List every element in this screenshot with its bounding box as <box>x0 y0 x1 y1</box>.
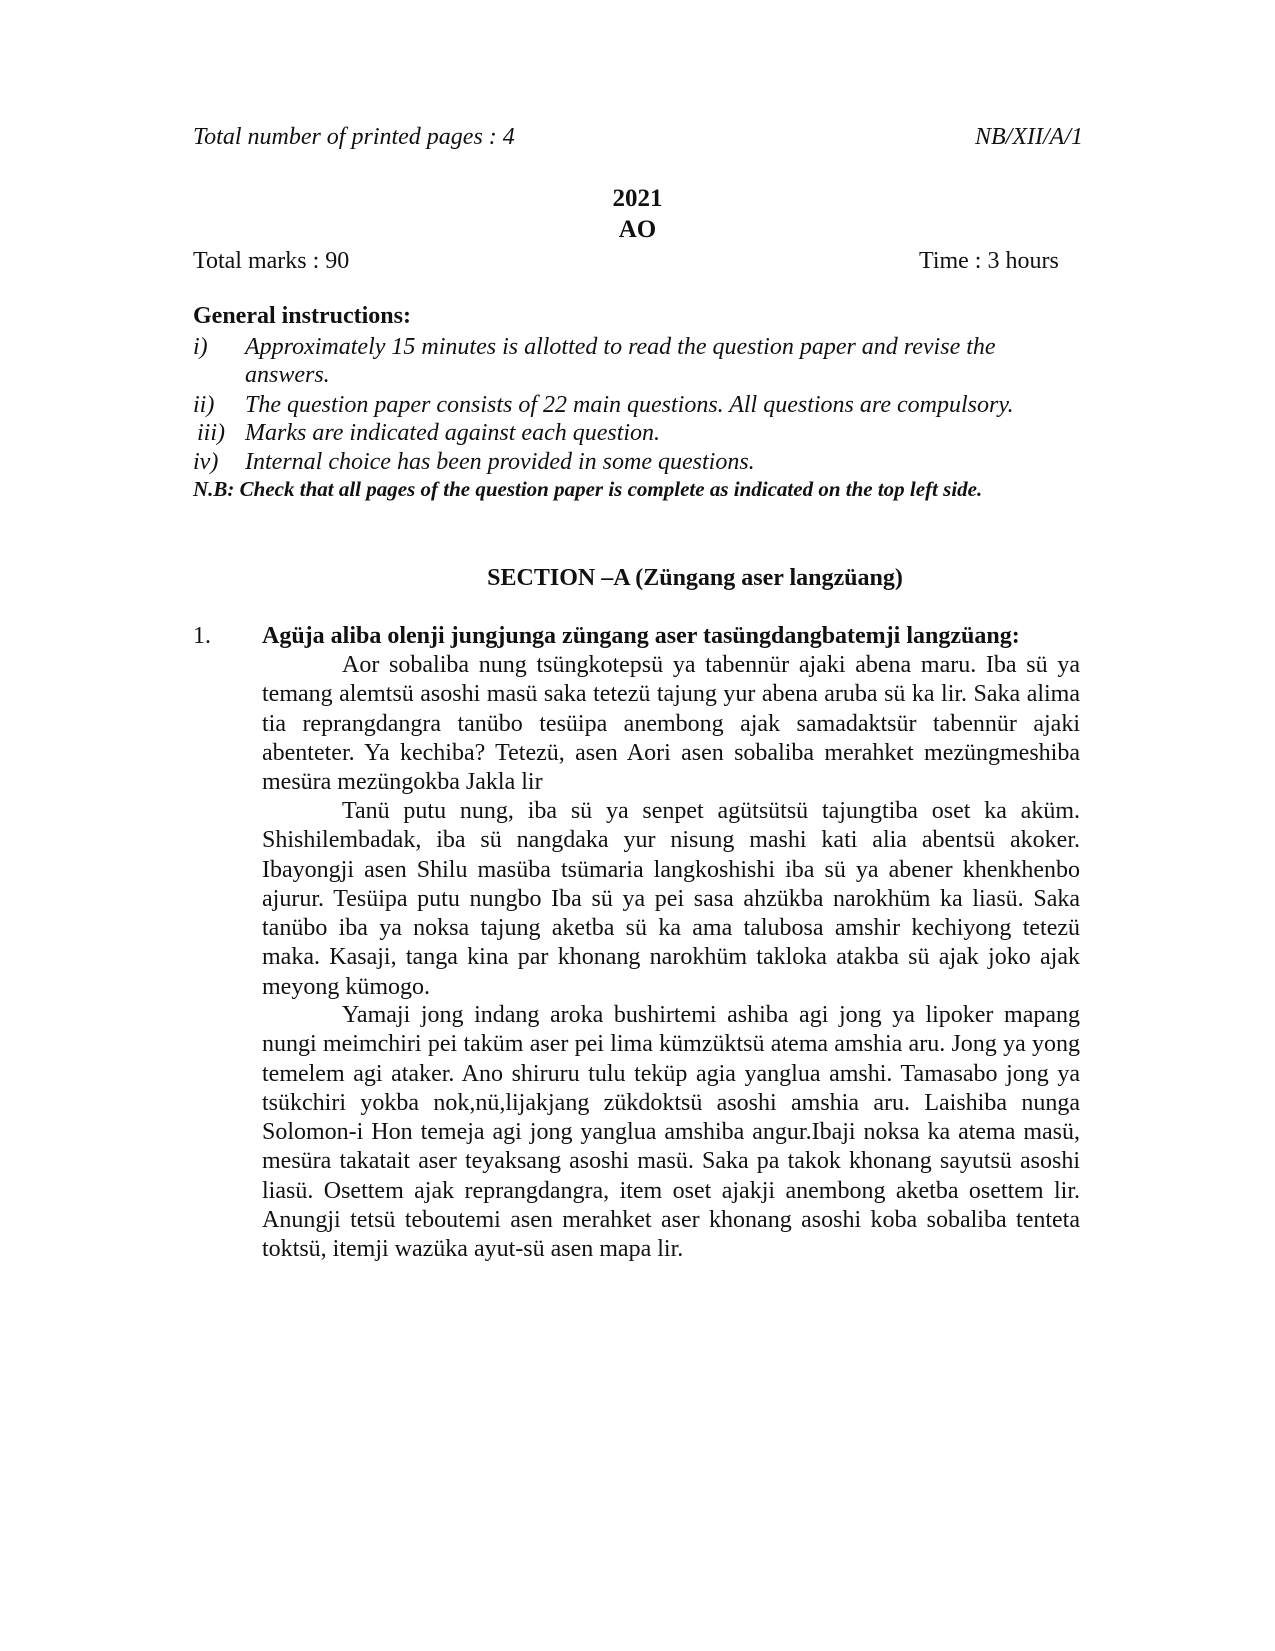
passage-paragraph: Aor sobaliba nung tsüngkotepsü ya tabennür ajaki abena maru. Iba sü ya temang alemtsü asoshi masü saka tetezü tajung yur abena aruba sü ka lir. Saka alima tia reprangdangra tanübo tesüipa anembong ajak samadaktsür tabennür ajaki abenteter. Ya kechiba? Tetezü, asen Aori asen sobaliba merahket mezüngmeshiba mesüra mezüngokba Jakla lir <box>262 652 1080 796</box>
question-heading: Agüja aliba olenji jungjunga züngang aser tasüngdangbatemji langzüang: <box>262 623 1020 649</box>
exam-subject: AO <box>618 216 657 243</box>
total-marks: Total marks : 90 <box>193 248 350 274</box>
instruction-text: Approximately 15 minutes is allotted to read the question paper and revise the answers. <box>245 334 996 388</box>
instruction-number: ii) <box>193 392 215 418</box>
printed-pages-note: Total number of printed pages : 4 <box>193 124 515 150</box>
exam-year: 2021 <box>612 185 663 212</box>
exam-time: Time : 3 hours <box>919 248 1059 274</box>
nb-note: N.B: Check that all pages of the question paper is complete as indicated on the top left side. <box>193 477 983 501</box>
passage-paragraph: Yamaji jong indang aroka bushirtemi ashiba agi jong ya lipoker mapang nungi meimchiri pei taküm aser pei lima kümzüktsü atema amshia aru. Jong ya yong temelem agi ataker. Ano shiruru tulu teküp agia yanglua amshi. Tamasabo jong ya tsükchiri yokba nok,nü,lijakjang zükdoktsü asoshi amshia aru. Laishiba nunga Solomon-i Hon temeja agi jong yanglua amshiba angur.Ibaji noksa ka atema masü, mesüra takatait aser teyaksang asoshi masü. Saka pa takok khonang sayutsü asoshi liasü. Osettem ajak reprangdangra, item oset ajakji anembong aketba osettem lir. Anungji tetsü teboutemi asen merahket aser khonang asoshi koba sobaliba tenteta toktsü, itemji wazüka ayut-sü asen mapa lir. <box>262 1002 1080 1263</box>
instruction-number: iii) <box>197 420 225 446</box>
instruction-item <box>193 333 1093 389</box>
instructions-heading: General instructions: <box>193 303 411 329</box>
section-title <box>0 565 1275 592</box>
instruction-text: Internal choice has been provided in some questions. <box>245 449 755 475</box>
question-number: 1. <box>193 623 211 649</box>
instruction-text: Marks are indicated against each question. <box>245 420 661 446</box>
paper-code: NB/XII/A/1 <box>975 124 1083 150</box>
passage-paragraph: Tanü putu nung, iba sü ya senpet agütsütsü tajungtiba oset ka aküm. Shishilembadak, iba sü nangdaka yur nisung mashi kati alia abentsü akoker. Ibayongji asen Shilu masüba tsümaria langkoshishi iba sü ya abener khenkhenbo ajurur. Tesüipa putu nungbo Iba sü ya pei sasa ahzükba narokhüm ka liasü. Saka tanübo iba ya noksa tajung aketba sü ka ama talubosa amshir kechiyong tetezü maka. Kasaji, tanga kina par khonang narokhüm takloka atakba sü ajak joko ajak meyong kümogo. <box>262 798 1080 1000</box>
instruction-text: The question paper consists of 22 main questions. All questions are compulsory. <box>245 392 1014 418</box>
instruction-item <box>197 419 1097 447</box>
instruction-number: i) <box>193 334 208 360</box>
instruction-number: iv) <box>193 449 219 475</box>
section-title-text: SECTION –A (Züngang aser langzüang) <box>487 565 903 591</box>
instruction-item <box>193 391 1093 419</box>
instruction-item <box>193 448 1093 476</box>
